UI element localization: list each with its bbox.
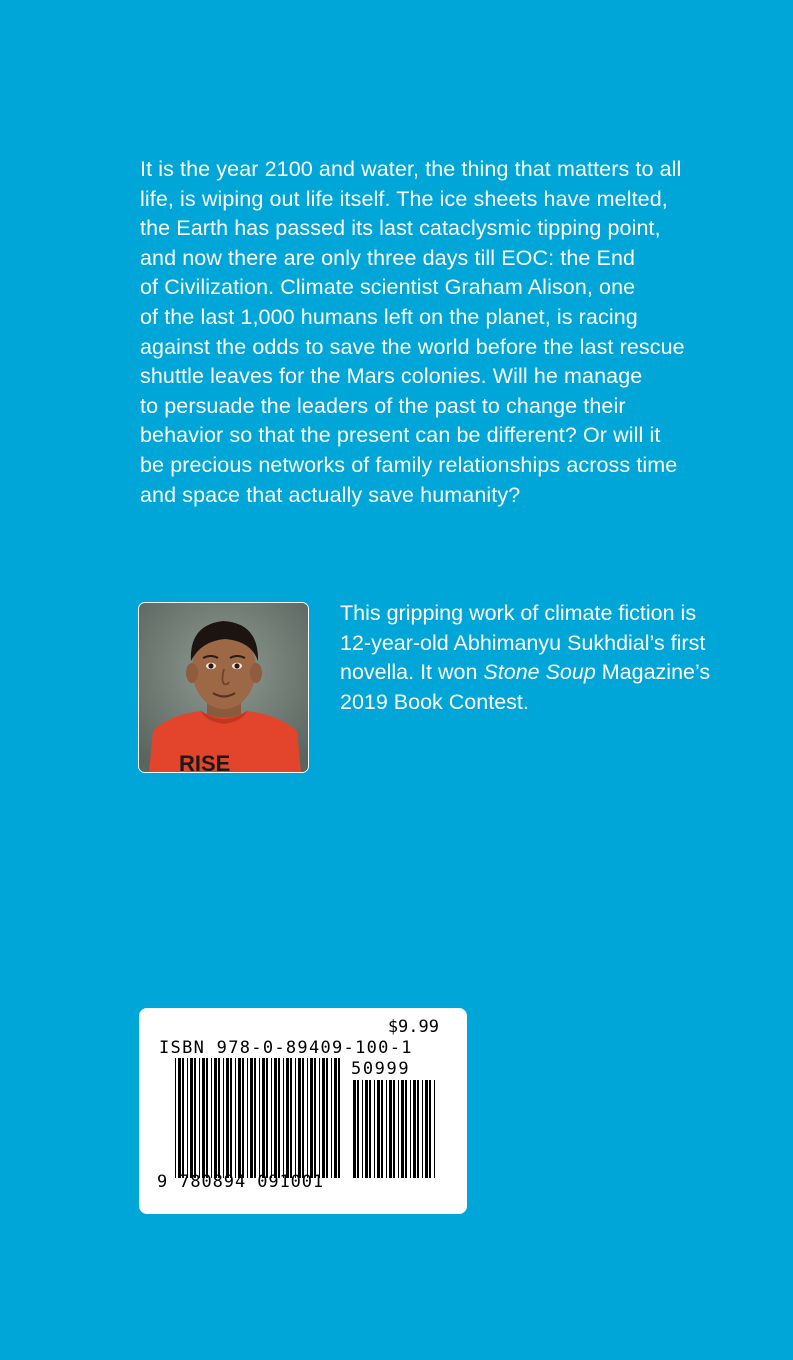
barcode-bar <box>283 1058 284 1178</box>
barcode-bar <box>410 1080 411 1178</box>
barcode-bar <box>302 1058 304 1178</box>
barcode-bar <box>374 1080 375 1178</box>
barcode-bar <box>357 1080 359 1178</box>
barcode-bar <box>247 1058 248 1178</box>
barcode-bar <box>413 1080 416 1178</box>
blurb-line: It is the year 2100 and water, the thing that matters to all <box>140 157 682 181</box>
barcode-bar <box>262 1058 265 1178</box>
barcode-bar <box>218 1058 220 1178</box>
barcode-bar <box>393 1080 395 1178</box>
blurb-line: to persuade the leaders of the past to change their <box>140 393 626 418</box>
barcode-bar <box>235 1058 236 1178</box>
barcode-bar <box>331 1058 332 1178</box>
barcode-bar <box>365 1080 368 1178</box>
barcode-bar <box>254 1058 256 1178</box>
blurb-line: life, is wiping out life itself. The ice sheets have melted, <box>140 186 668 211</box>
shirt-text: RISE <box>179 751 231 772</box>
barcode-bar <box>338 1058 340 1178</box>
barcode-bar <box>369 1080 371 1178</box>
barcode-bar <box>386 1080 387 1178</box>
barcode-bar <box>425 1080 428 1178</box>
barcode-bar <box>226 1058 229 1178</box>
barcode-bar <box>405 1080 407 1178</box>
barcode-bar <box>434 1080 435 1178</box>
author-photo <box>138 602 309 773</box>
bio-line: 12-year-old Abhimanyu Sukhdial’s first <box>340 630 706 655</box>
barcode-bar <box>398 1080 399 1178</box>
barcode-bar <box>178 1058 181 1178</box>
barcode-bar <box>319 1058 320 1178</box>
barcode-bar <box>206 1058 208 1178</box>
ean-digits: 9 780894 091001 <box>157 1172 325 1192</box>
magazine-title: Stone Soup <box>483 660 596 685</box>
barcode-bar <box>274 1058 277 1178</box>
barcode-bar <box>259 1058 260 1178</box>
price-addon-code: 50999 <box>351 1059 411 1079</box>
barcode-bar <box>322 1058 325 1178</box>
barcode-bar <box>353 1080 356 1178</box>
bio-line: 2019 Book Contest. <box>340 689 529 714</box>
barcode-bar <box>377 1080 380 1178</box>
back-cover-blurb <box>140 155 740 510</box>
blurb-line: of Civilization. Climate scientist Graham Alison, one <box>140 275 636 300</box>
barcode-bar <box>310 1058 313 1178</box>
barcode-bar <box>238 1058 241 1178</box>
barcode-bar <box>314 1058 316 1178</box>
price: $9.99 <box>387 1017 439 1037</box>
barcode-bar <box>194 1058 196 1178</box>
blurb-line: against the odds to save the world before the last rescue <box>140 334 685 359</box>
barcode-bar <box>242 1058 244 1178</box>
author-portrait-illustration <box>139 603 308 772</box>
isbn-barcode-label <box>139 1008 467 1214</box>
blurb-line: and now there are only three days till EOC: the End <box>140 245 636 270</box>
barcode-bar <box>401 1080 404 1178</box>
bio-line <box>340 658 760 688</box>
barcode-bar <box>298 1058 301 1178</box>
barcode-bar <box>202 1058 205 1178</box>
barcode-bar <box>326 1058 328 1178</box>
barcode-bar <box>250 1058 253 1178</box>
barcode-bar <box>190 1058 193 1178</box>
barcode-bar <box>214 1058 217 1178</box>
bio-text: Magazine’s <box>595 660 711 685</box>
barcode-bar <box>381 1080 383 1178</box>
blurb-line: behavior so that the present can be different? Or will it <box>140 423 661 448</box>
barcode-bar <box>334 1058 337 1178</box>
isbn-number: ISBN 978-0-89409-100-1 <box>159 1038 413 1058</box>
barcode-bar <box>223 1058 224 1178</box>
blurb-line: shuttle leaves for the Mars colonies. Will he manage <box>140 364 643 389</box>
barcode-bar <box>290 1058 292 1178</box>
author-bio <box>340 599 760 717</box>
barcode-bar <box>271 1058 272 1178</box>
barcode-bar <box>175 1058 176 1178</box>
barcode-bar <box>307 1058 308 1178</box>
barcode-bar <box>295 1058 296 1178</box>
barcode-bar <box>422 1080 423 1178</box>
barcode-bar <box>266 1058 268 1178</box>
barcode-bar <box>278 1058 280 1178</box>
barcode-bar <box>389 1080 392 1178</box>
barcode-bar <box>187 1058 188 1178</box>
barcode-bar <box>362 1080 363 1178</box>
barcode-bar <box>182 1058 184 1178</box>
blurb-line: the Earth has passed its last cataclysmic tipping point, <box>140 216 661 241</box>
blurb-line: of the last 1,000 humans left on the planet, is racing <box>140 304 638 329</box>
barcode-bar <box>199 1058 200 1178</box>
barcode-bar <box>417 1080 419 1178</box>
barcode-bar <box>230 1058 232 1178</box>
barcode-bar <box>429 1080 431 1178</box>
bio-text: novella. It won <box>340 660 484 685</box>
barcode-bar <box>211 1058 212 1178</box>
blurb-line: be precious networks of family relationships across time <box>140 452 678 477</box>
barcode-bar <box>286 1058 289 1178</box>
blurb-line: and space that actually save humanity? <box>140 482 521 507</box>
bio-line: This gripping work of climate fiction is <box>340 601 697 625</box>
